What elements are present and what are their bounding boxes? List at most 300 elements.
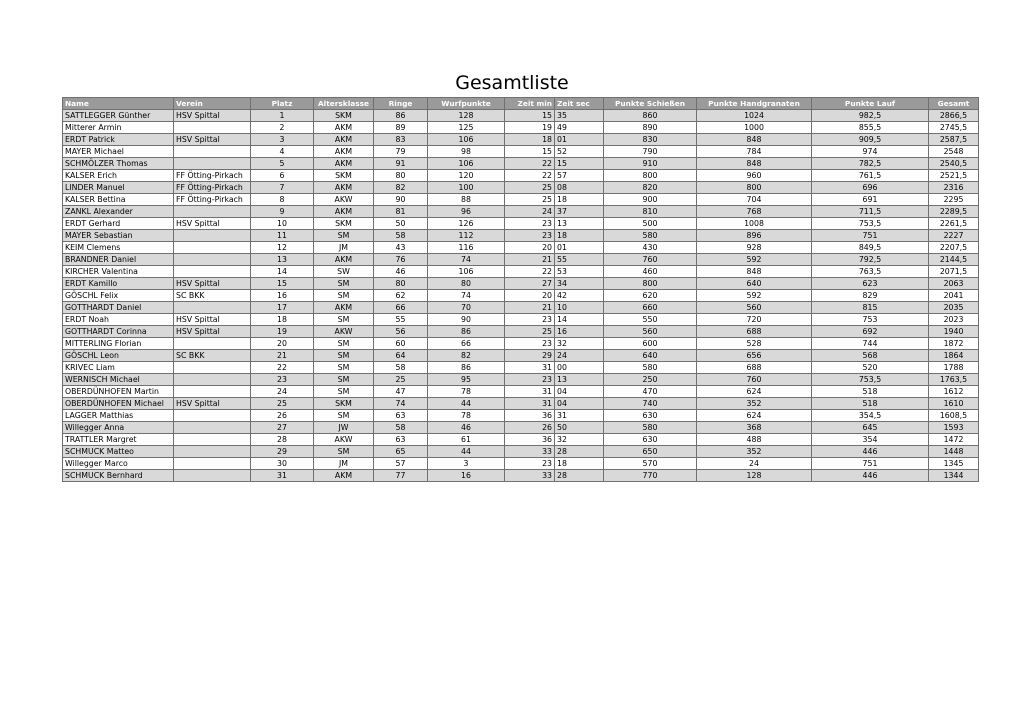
table-row: [63, 230, 979, 242]
cell-name: SCHMUCK Matteo: [63, 446, 174, 458]
cell-platz: 11: [251, 230, 314, 242]
cell-platz: 12: [251, 242, 314, 254]
cell-name: Willegger Anna: [63, 422, 174, 434]
cell-altersklasse: SM: [314, 410, 374, 422]
cell-gesamt: 2866,5: [929, 110, 979, 122]
table-row: [63, 110, 979, 122]
column-header-punkte-schiessen: Punkte Schießen: [604, 98, 697, 110]
cell-punkte-schiessen: 900: [604, 194, 697, 206]
table-body: [63, 110, 979, 482]
cell-name: GÖSCHL Leon: [63, 350, 174, 362]
column-header-punkte-lauf: Punkte Lauf: [812, 98, 929, 110]
cell-wurfpunkte: 82: [428, 350, 505, 362]
cell-name: MAYER Sebastian: [63, 230, 174, 242]
cell-gesamt: 2071,5: [929, 266, 979, 278]
cell-ringe: 60: [374, 338, 428, 350]
table-row: [63, 218, 979, 230]
cell-verein: [174, 206, 251, 218]
cell-punkte-lauf: 446: [812, 470, 929, 482]
cell-gesamt: 1763,5: [929, 374, 979, 386]
cell-altersklasse: SW: [314, 266, 374, 278]
cell-gesamt: 1610: [929, 398, 979, 410]
cell-zeit-min: 31: [505, 386, 555, 398]
table-row: [63, 338, 979, 350]
cell-verein: FF Ötting-Pirkach: [174, 182, 251, 194]
cell-zeit-min: 20: [505, 242, 555, 254]
cell-gesamt: 2521,5: [929, 170, 979, 182]
cell-zeit-min: 25: [505, 182, 555, 194]
cell-wurfpunkte: 86: [428, 362, 505, 374]
cell-wurfpunkte: 70: [428, 302, 505, 314]
cell-punkte-schiessen: 740: [604, 398, 697, 410]
cell-altersklasse: AKM: [314, 146, 374, 158]
cell-zeit-min: 33: [505, 446, 555, 458]
cell-verein: [174, 410, 251, 422]
cell-name: GÖSCHL Felix: [63, 290, 174, 302]
cell-name: ERDT Noah: [63, 314, 174, 326]
cell-gesamt: 2144,5: [929, 254, 979, 266]
cell-altersklasse: JM: [314, 458, 374, 470]
cell-zeit-min: 21: [505, 254, 555, 266]
cell-verein: [174, 374, 251, 386]
cell-punkte-handgranaten: 760: [697, 374, 812, 386]
cell-punkte-lauf: 751: [812, 230, 929, 242]
cell-wurfpunkte: 46: [428, 422, 505, 434]
cell-ringe: 66: [374, 302, 428, 314]
cell-zeit-sec: 00: [555, 362, 604, 374]
column-header-platz: Platz: [251, 98, 314, 110]
cell-punkte-handgranaten: 1000: [697, 122, 812, 134]
cell-platz: 13: [251, 254, 314, 266]
cell-wurfpunkte: 74: [428, 254, 505, 266]
cell-punkte-schiessen: 630: [604, 434, 697, 446]
cell-punkte-schiessen: 580: [604, 422, 697, 434]
table-row: [63, 350, 979, 362]
cell-verein: [174, 338, 251, 350]
cell-ringe: 56: [374, 326, 428, 338]
cell-punkte-schiessen: 600: [604, 338, 697, 350]
cell-altersklasse: AKM: [314, 206, 374, 218]
table-row: [63, 158, 979, 170]
cell-punkte-lauf: 520: [812, 362, 929, 374]
cell-punkte-handgranaten: 560: [697, 302, 812, 314]
cell-altersklasse: SM: [314, 350, 374, 362]
cell-name: ERDT Kamillo: [63, 278, 174, 290]
cell-punkte-schiessen: 790: [604, 146, 697, 158]
cell-ringe: 63: [374, 410, 428, 422]
cell-zeit-min: 23: [505, 314, 555, 326]
cell-verein: HSV Spittal: [174, 134, 251, 146]
cell-gesamt: 2261,5: [929, 218, 979, 230]
cell-altersklasse: SM: [314, 278, 374, 290]
cell-punkte-lauf: 763,5: [812, 266, 929, 278]
cell-zeit-min: 27: [505, 278, 555, 290]
cell-punkte-lauf: 568: [812, 350, 929, 362]
cell-zeit-min: 33: [505, 470, 555, 482]
table-row: [63, 170, 979, 182]
cell-wurfpunkte: 125: [428, 122, 505, 134]
cell-platz: 25: [251, 398, 314, 410]
cell-punkte-schiessen: 770: [604, 470, 697, 482]
cell-gesamt: 2548: [929, 146, 979, 158]
cell-punkte-handgranaten: 352: [697, 398, 812, 410]
cell-punkte-handgranaten: 800: [697, 182, 812, 194]
cell-name: KEIM Clemens: [63, 242, 174, 254]
cell-punkte-lauf: 761,5: [812, 170, 929, 182]
column-header-altersklasse: Altersklasse: [314, 98, 374, 110]
table-row: [63, 386, 979, 398]
cell-zeit-sec: 52: [555, 146, 604, 158]
cell-verein: FF Ötting-Pirkach: [174, 194, 251, 206]
cell-zeit-min: 36: [505, 410, 555, 422]
cell-platz: 27: [251, 422, 314, 434]
cell-verein: HSV Spittal: [174, 326, 251, 338]
cell-ringe: 46: [374, 266, 428, 278]
cell-verein: [174, 386, 251, 398]
cell-zeit-min: 15: [505, 146, 555, 158]
table-row: [63, 362, 979, 374]
cell-zeit-min: 22: [505, 266, 555, 278]
cell-punkte-lauf: 354,5: [812, 410, 929, 422]
cell-zeit-sec: 28: [555, 446, 604, 458]
cell-punkte-handgranaten: 848: [697, 158, 812, 170]
cell-zeit-sec: 13: [555, 218, 604, 230]
cell-name: MITTERLING Florian: [63, 338, 174, 350]
cell-punkte-handgranaten: 528: [697, 338, 812, 350]
cell-gesamt: 1872: [929, 338, 979, 350]
cell-platz: 30: [251, 458, 314, 470]
cell-altersklasse: AKW: [314, 326, 374, 338]
cell-ringe: 83: [374, 134, 428, 146]
cell-wurfpunkte: 74: [428, 290, 505, 302]
cell-gesamt: 1940: [929, 326, 979, 338]
cell-punkte-handgranaten: 848: [697, 266, 812, 278]
cell-altersklasse: SKM: [314, 218, 374, 230]
cell-zeit-sec: 08: [555, 182, 604, 194]
cell-punkte-handgranaten: 368: [697, 422, 812, 434]
cell-punkte-lauf: 744: [812, 338, 929, 350]
cell-verein: HSV Spittal: [174, 314, 251, 326]
table-row: [63, 266, 979, 278]
cell-ringe: 43: [374, 242, 428, 254]
cell-gesamt: 2316: [929, 182, 979, 194]
cell-ringe: 65: [374, 446, 428, 458]
cell-verein: [174, 122, 251, 134]
cell-ringe: 76: [374, 254, 428, 266]
cell-ringe: 25: [374, 374, 428, 386]
cell-punkte-schiessen: 460: [604, 266, 697, 278]
column-header-gesamt: Gesamt: [929, 98, 979, 110]
cell-verein: [174, 458, 251, 470]
cell-gesamt: 1788: [929, 362, 979, 374]
cell-punkte-handgranaten: 896: [697, 230, 812, 242]
cell-zeit-sec: 49: [555, 122, 604, 134]
cell-verein: [174, 230, 251, 242]
column-header-zeit-sec: Zeit sec: [555, 98, 604, 110]
cell-punkte-schiessen: 620: [604, 290, 697, 302]
table-row: [63, 374, 979, 386]
cell-verein: [174, 254, 251, 266]
cell-punkte-schiessen: 560: [604, 326, 697, 338]
cell-platz: 26: [251, 410, 314, 422]
cell-punkte-lauf: 446: [812, 446, 929, 458]
table-row: [63, 326, 979, 338]
cell-punkte-lauf: 753,5: [812, 218, 929, 230]
cell-punkte-handgranaten: 688: [697, 362, 812, 374]
cell-zeit-sec: 24: [555, 350, 604, 362]
cell-gesamt: 2041: [929, 290, 979, 302]
cell-altersklasse: AKW: [314, 434, 374, 446]
cell-gesamt: 1472: [929, 434, 979, 446]
cell-punkte-schiessen: 760: [604, 254, 697, 266]
cell-punkte-handgranaten: 688: [697, 326, 812, 338]
cell-verein: HSV Spittal: [174, 110, 251, 122]
cell-verein: [174, 362, 251, 374]
cell-zeit-sec: 18: [555, 230, 604, 242]
table-row: [63, 194, 979, 206]
cell-altersklasse: AKM: [314, 302, 374, 314]
cell-wurfpunkte: 128: [428, 110, 505, 122]
cell-punkte-schiessen: 650: [604, 446, 697, 458]
cell-ringe: 58: [374, 422, 428, 434]
cell-ringe: 55: [374, 314, 428, 326]
cell-zeit-min: 19: [505, 122, 555, 134]
cell-platz: 2: [251, 122, 314, 134]
column-header-wurfpunkte: Wurfpunkte: [428, 98, 505, 110]
cell-platz: 18: [251, 314, 314, 326]
cell-ringe: 86: [374, 110, 428, 122]
cell-punkte-handgranaten: 1008: [697, 218, 812, 230]
cell-altersklasse: AKM: [314, 134, 374, 146]
cell-zeit-sec: 50: [555, 422, 604, 434]
cell-ringe: 81: [374, 206, 428, 218]
cell-altersklasse: SM: [314, 338, 374, 350]
cell-name: KIRCHER Valentina: [63, 266, 174, 278]
cell-punkte-lauf: 518: [812, 386, 929, 398]
cell-name: TRATTLER Margret: [63, 434, 174, 446]
cell-zeit-sec: 28: [555, 470, 604, 482]
cell-wurfpunkte: 16: [428, 470, 505, 482]
cell-altersklasse: SKM: [314, 398, 374, 410]
cell-ringe: 58: [374, 230, 428, 242]
cell-zeit-sec: 16: [555, 326, 604, 338]
cell-name: Willegger Marco: [63, 458, 174, 470]
cell-punkte-handgranaten: 24: [697, 458, 812, 470]
cell-zeit-min: 22: [505, 170, 555, 182]
cell-name: ERDT Patrick: [63, 134, 174, 146]
cell-zeit-sec: 37: [555, 206, 604, 218]
cell-wurfpunkte: 126: [428, 218, 505, 230]
cell-punkte-schiessen: 820: [604, 182, 697, 194]
cell-wurfpunkte: 44: [428, 398, 505, 410]
cell-gesamt: 1344: [929, 470, 979, 482]
cell-verein: [174, 146, 251, 158]
table-row: [63, 290, 979, 302]
cell-altersklasse: SKM: [314, 110, 374, 122]
cell-punkte-lauf: 692: [812, 326, 929, 338]
cell-gesamt: 2289,5: [929, 206, 979, 218]
cell-punkte-lauf: 792,5: [812, 254, 929, 266]
cell-ringe: 57: [374, 458, 428, 470]
cell-wurfpunkte: 116: [428, 242, 505, 254]
cell-wurfpunkte: 112: [428, 230, 505, 242]
table-row: [63, 302, 979, 314]
cell-punkte-schiessen: 800: [604, 278, 697, 290]
cell-punkte-schiessen: 580: [604, 230, 697, 242]
cell-gesamt: 2063: [929, 278, 979, 290]
cell-verein: [174, 470, 251, 482]
cell-name: OBERDÜNHOFEN Michael: [63, 398, 174, 410]
cell-platz: 28: [251, 434, 314, 446]
cell-verein: SC BKK: [174, 290, 251, 302]
table-row: [63, 242, 979, 254]
cell-name: SATTLEGGER Günther: [63, 110, 174, 122]
cell-platz: 15: [251, 278, 314, 290]
cell-altersklasse: AKM: [314, 470, 374, 482]
cell-gesamt: 2207,5: [929, 242, 979, 254]
cell-name: KALSER Erich: [63, 170, 174, 182]
cell-punkte-schiessen: 830: [604, 134, 697, 146]
cell-punkte-handgranaten: 352: [697, 446, 812, 458]
cell-zeit-sec: 15: [555, 158, 604, 170]
cell-punkte-lauf: 354: [812, 434, 929, 446]
table-row: [63, 182, 979, 194]
cell-altersklasse: AKM: [314, 182, 374, 194]
cell-ringe: 91: [374, 158, 428, 170]
cell-platz: 10: [251, 218, 314, 230]
cell-gesamt: 1608,5: [929, 410, 979, 422]
cell-punkte-lauf: 753,5: [812, 374, 929, 386]
table-row: [63, 314, 979, 326]
cell-zeit-min: 25: [505, 194, 555, 206]
cell-ringe: 47: [374, 386, 428, 398]
cell-name: KALSER Bettina: [63, 194, 174, 206]
cell-verein: [174, 158, 251, 170]
cell-punkte-lauf: 753: [812, 314, 929, 326]
cell-platz: 17: [251, 302, 314, 314]
cell-punkte-lauf: 711,5: [812, 206, 929, 218]
cell-punkte-handgranaten: 640: [697, 278, 812, 290]
results-table: [62, 97, 979, 482]
table-row: [63, 122, 979, 134]
cell-gesamt: 1593: [929, 422, 979, 434]
cell-zeit-min: 36: [505, 434, 555, 446]
cell-punkte-handgranaten: 720: [697, 314, 812, 326]
cell-zeit-min: 23: [505, 338, 555, 350]
cell-wurfpunkte: 100: [428, 182, 505, 194]
cell-punkte-handgranaten: 1024: [697, 110, 812, 122]
cell-zeit-sec: 32: [555, 434, 604, 446]
cell-wurfpunkte: 80: [428, 278, 505, 290]
cell-punkte-schiessen: 890: [604, 122, 697, 134]
cell-zeit-min: 26: [505, 422, 555, 434]
cell-name: Mitterer Armin: [63, 122, 174, 134]
cell-zeit-sec: 31: [555, 410, 604, 422]
cell-zeit-min: 29: [505, 350, 555, 362]
cell-verein: [174, 422, 251, 434]
cell-punkte-handgranaten: 624: [697, 386, 812, 398]
cell-wurfpunkte: 106: [428, 134, 505, 146]
cell-platz: 6: [251, 170, 314, 182]
cell-zeit-sec: 18: [555, 194, 604, 206]
cell-name: MAYER Michael: [63, 146, 174, 158]
cell-wurfpunkte: 98: [428, 146, 505, 158]
cell-verein: HSV Spittal: [174, 278, 251, 290]
cell-ringe: 79: [374, 146, 428, 158]
cell-wurfpunkte: 120: [428, 170, 505, 182]
cell-punkte-lauf: 909,5: [812, 134, 929, 146]
cell-zeit-min: 23: [505, 374, 555, 386]
cell-ringe: 63: [374, 434, 428, 446]
cell-punkte-schiessen: 910: [604, 158, 697, 170]
cell-zeit-min: 31: [505, 398, 555, 410]
cell-platz: 1: [251, 110, 314, 122]
cell-platz: 20: [251, 338, 314, 350]
cell-zeit-min: 22: [505, 158, 555, 170]
cell-platz: 23: [251, 374, 314, 386]
cell-name: SCHMÖLZER Thomas: [63, 158, 174, 170]
cell-zeit-sec: 04: [555, 398, 604, 410]
cell-name: WERNISCH Michael: [63, 374, 174, 386]
cell-zeit-sec: 32: [555, 338, 604, 350]
cell-punkte-handgranaten: 960: [697, 170, 812, 182]
cell-punkte-lauf: 691: [812, 194, 929, 206]
cell-zeit-min: 18: [505, 134, 555, 146]
cell-wurfpunkte: 78: [428, 386, 505, 398]
column-header-punkte-handgranaten: Punkte Handgranaten: [697, 98, 812, 110]
cell-verein: HSV Spittal: [174, 398, 251, 410]
cell-name: BRANDNER Daniel: [63, 254, 174, 266]
cell-platz: 29: [251, 446, 314, 458]
cell-zeit-sec: 01: [555, 242, 604, 254]
cell-punkte-lauf: 982,5: [812, 110, 929, 122]
cell-zeit-sec: 35: [555, 110, 604, 122]
cell-verein: [174, 266, 251, 278]
cell-punkte-schiessen: 660: [604, 302, 697, 314]
cell-wurfpunkte: 86: [428, 326, 505, 338]
cell-punkte-lauf: 696: [812, 182, 929, 194]
cell-punkte-lauf: 751: [812, 458, 929, 470]
cell-verein: SC BKK: [174, 350, 251, 362]
cell-zeit-min: 23: [505, 218, 555, 230]
cell-platz: 14: [251, 266, 314, 278]
cell-gesamt: 2587,5: [929, 134, 979, 146]
cell-punkte-schiessen: 500: [604, 218, 697, 230]
table-row: [63, 254, 979, 266]
cell-punkte-schiessen: 550: [604, 314, 697, 326]
cell-zeit-sec: 42: [555, 290, 604, 302]
cell-platz: 3: [251, 134, 314, 146]
cell-zeit-sec: 13: [555, 374, 604, 386]
cell-wurfpunkte: 88: [428, 194, 505, 206]
cell-platz: 24: [251, 386, 314, 398]
cell-platz: 19: [251, 326, 314, 338]
cell-ringe: 50: [374, 218, 428, 230]
cell-verein: [174, 242, 251, 254]
cell-altersklasse: JW: [314, 422, 374, 434]
cell-zeit-sec: 14: [555, 314, 604, 326]
cell-punkte-lauf: 849,5: [812, 242, 929, 254]
cell-altersklasse: SM: [314, 374, 374, 386]
cell-altersklasse: SKM: [314, 170, 374, 182]
cell-ringe: 62: [374, 290, 428, 302]
cell-wurfpunkte: 78: [428, 410, 505, 422]
cell-punkte-lauf: 855,5: [812, 122, 929, 134]
cell-name: OBERDÜNHOFEN Martin: [63, 386, 174, 398]
cell-zeit-sec: 34: [555, 278, 604, 290]
cell-zeit-min: 21: [505, 302, 555, 314]
table-row: [63, 446, 979, 458]
